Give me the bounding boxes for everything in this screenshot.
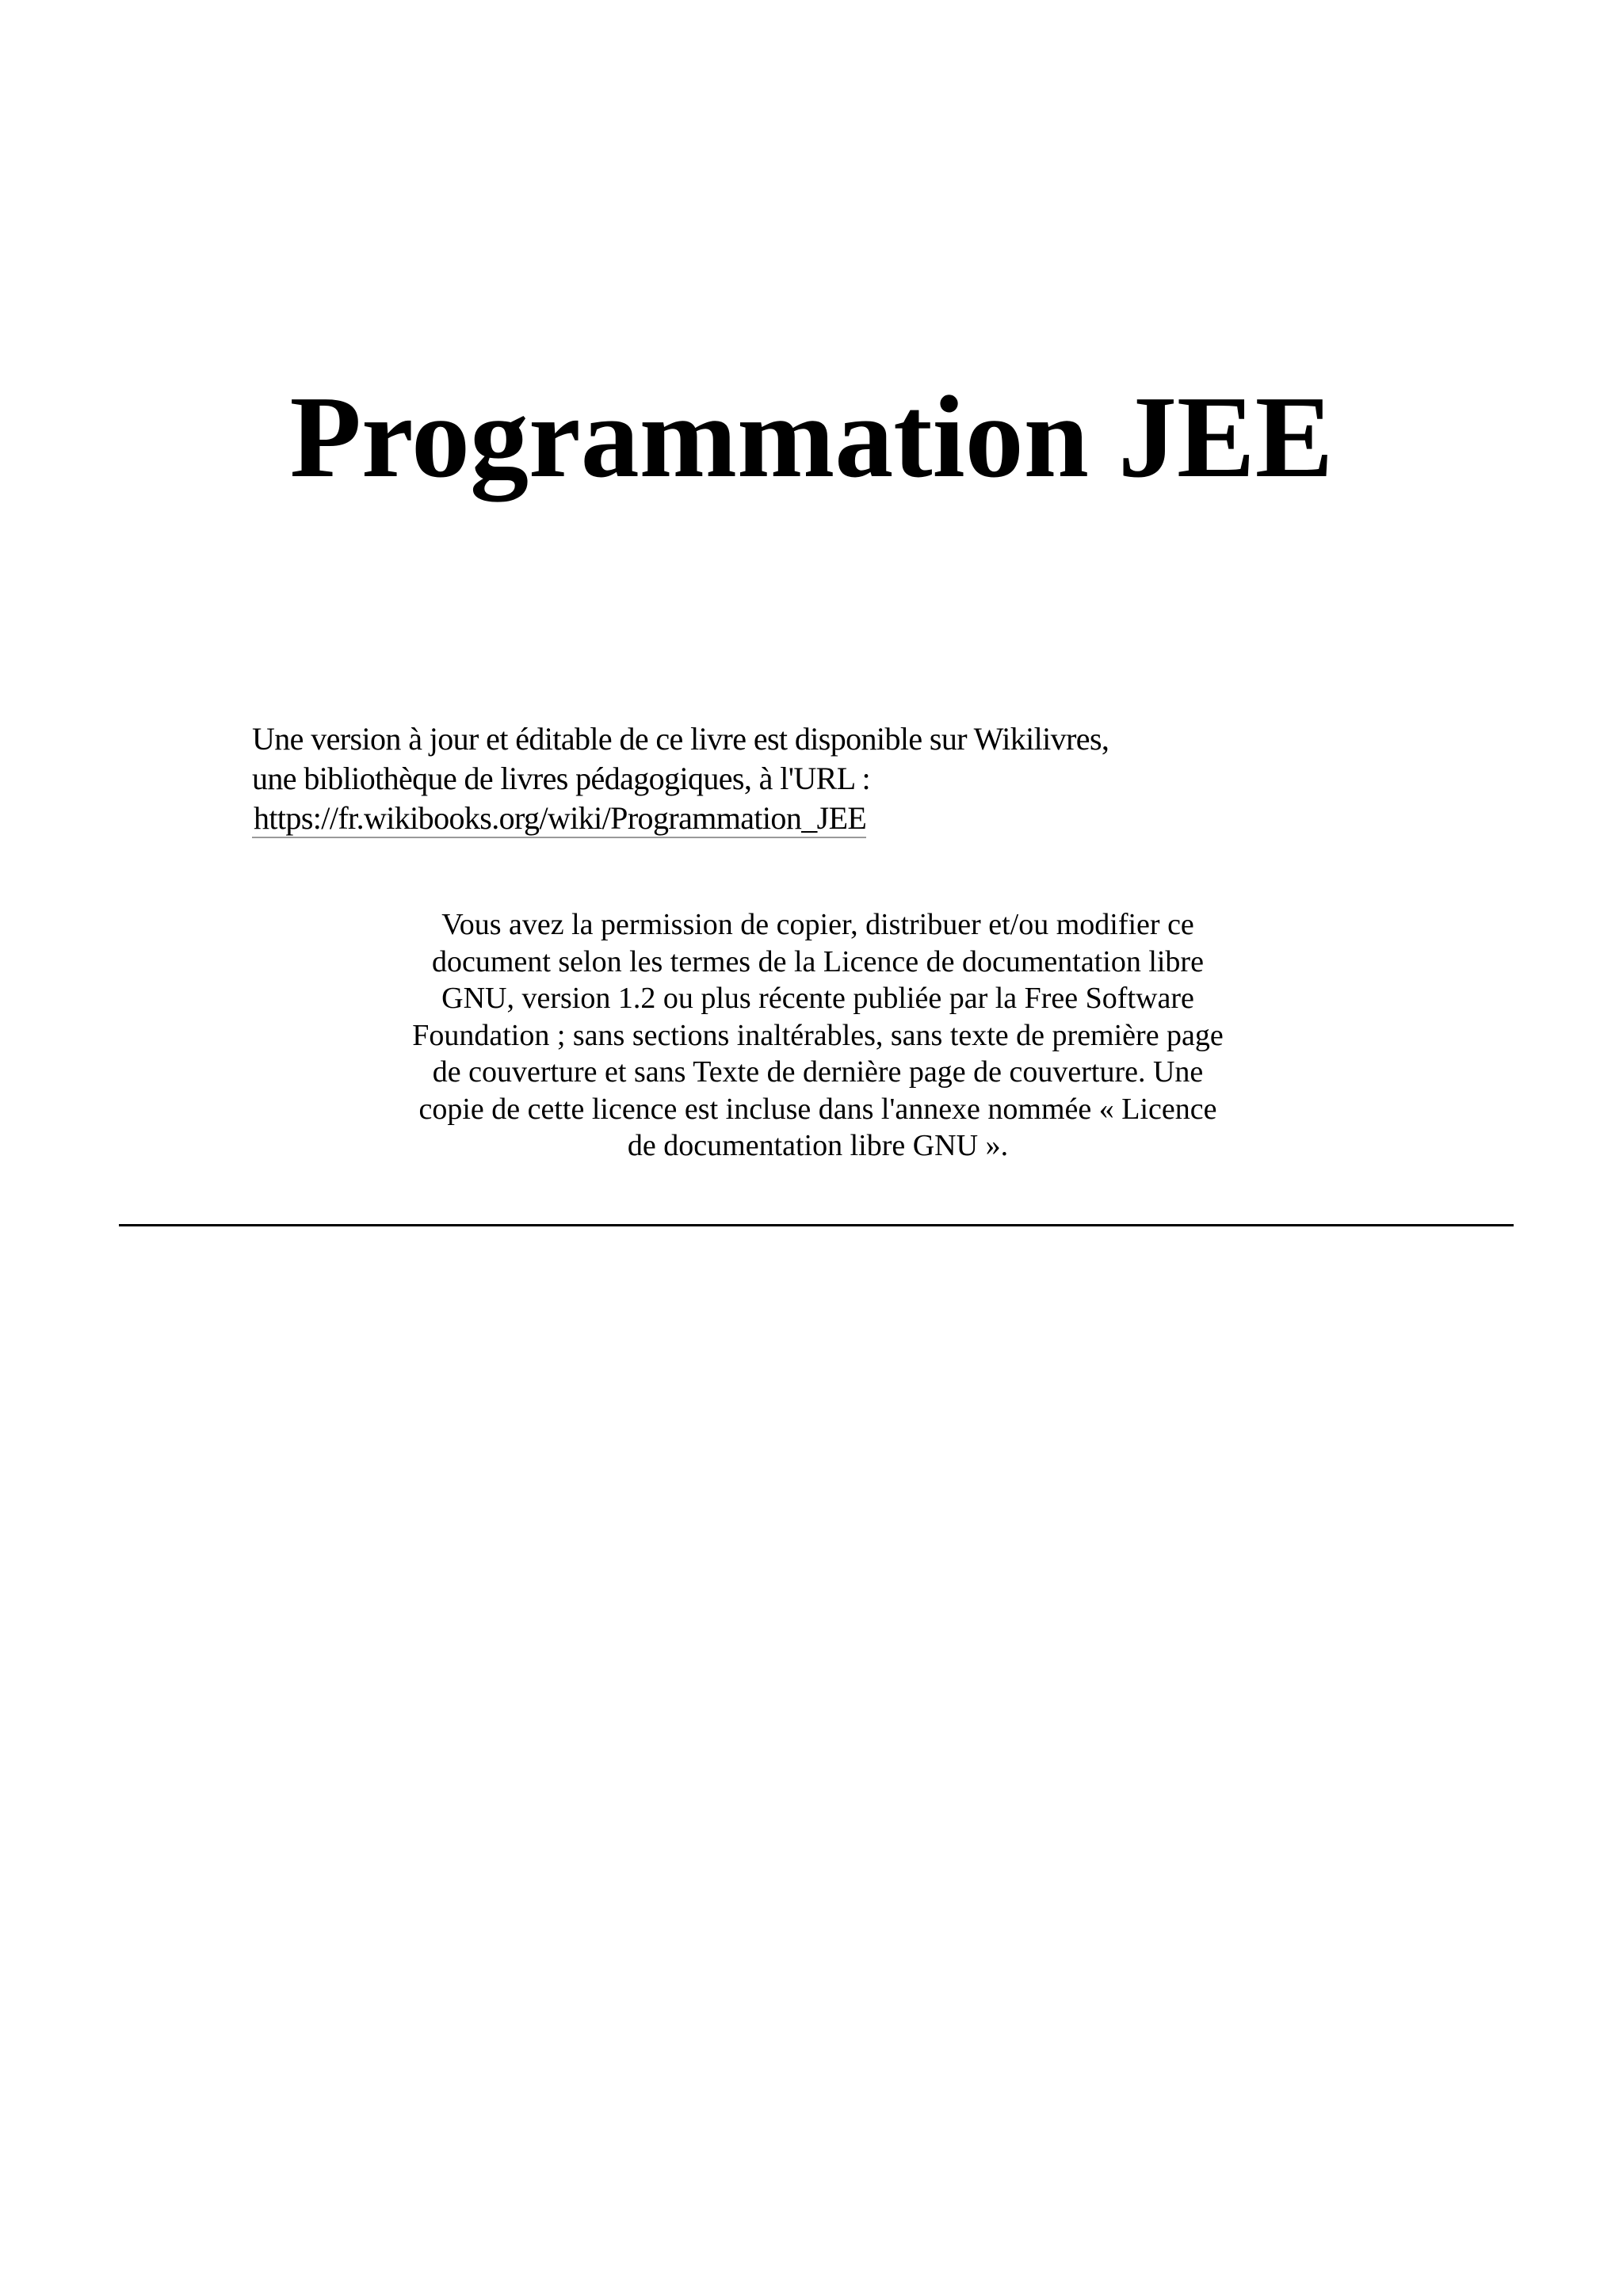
wikibooks-notice-line: Une version à jour et éditable de ce livre est disponible sur Wikilivres,: [252, 721, 1109, 757]
url-line: [252, 799, 1441, 838]
license-notice-line: GNU, version 1.2 ou plus récente publiée par la Free Software: [441, 982, 1194, 1015]
wikibooks-notice: [252, 719, 1441, 838]
license-notice-line: document selon les termes de la Licence de documentation libre: [432, 944, 1204, 978]
document-title: Programmation JEE: [289, 372, 1334, 502]
license-notice: [358, 906, 1277, 1165]
license-notice-line: de documentation libre GNU ».: [627, 1129, 1009, 1162]
wikibooks-notice-line: une bibliothèque de livres pédagogiques, à l'URL :: [252, 761, 870, 796]
license-notice-line: de couverture et sans Texte de dernière page de couverture. Une: [432, 1055, 1204, 1089]
license-notice-line: Foundation ; sans sections inaltérables, sans texte de première page: [412, 1018, 1224, 1052]
horizontal-divider: [119, 1224, 1514, 1226]
license-notice-line: copie de cette licence est incluse dans l'annexe nommée « Licence: [418, 1092, 1217, 1126]
wikibooks-url-link[interactable]: https://fr.wikibooks.org/wiki/Programmation_JEE: [252, 800, 866, 838]
license-notice-line: Vous avez la permission de copier, distribuer et/ou modifier ce: [441, 908, 1194, 941]
